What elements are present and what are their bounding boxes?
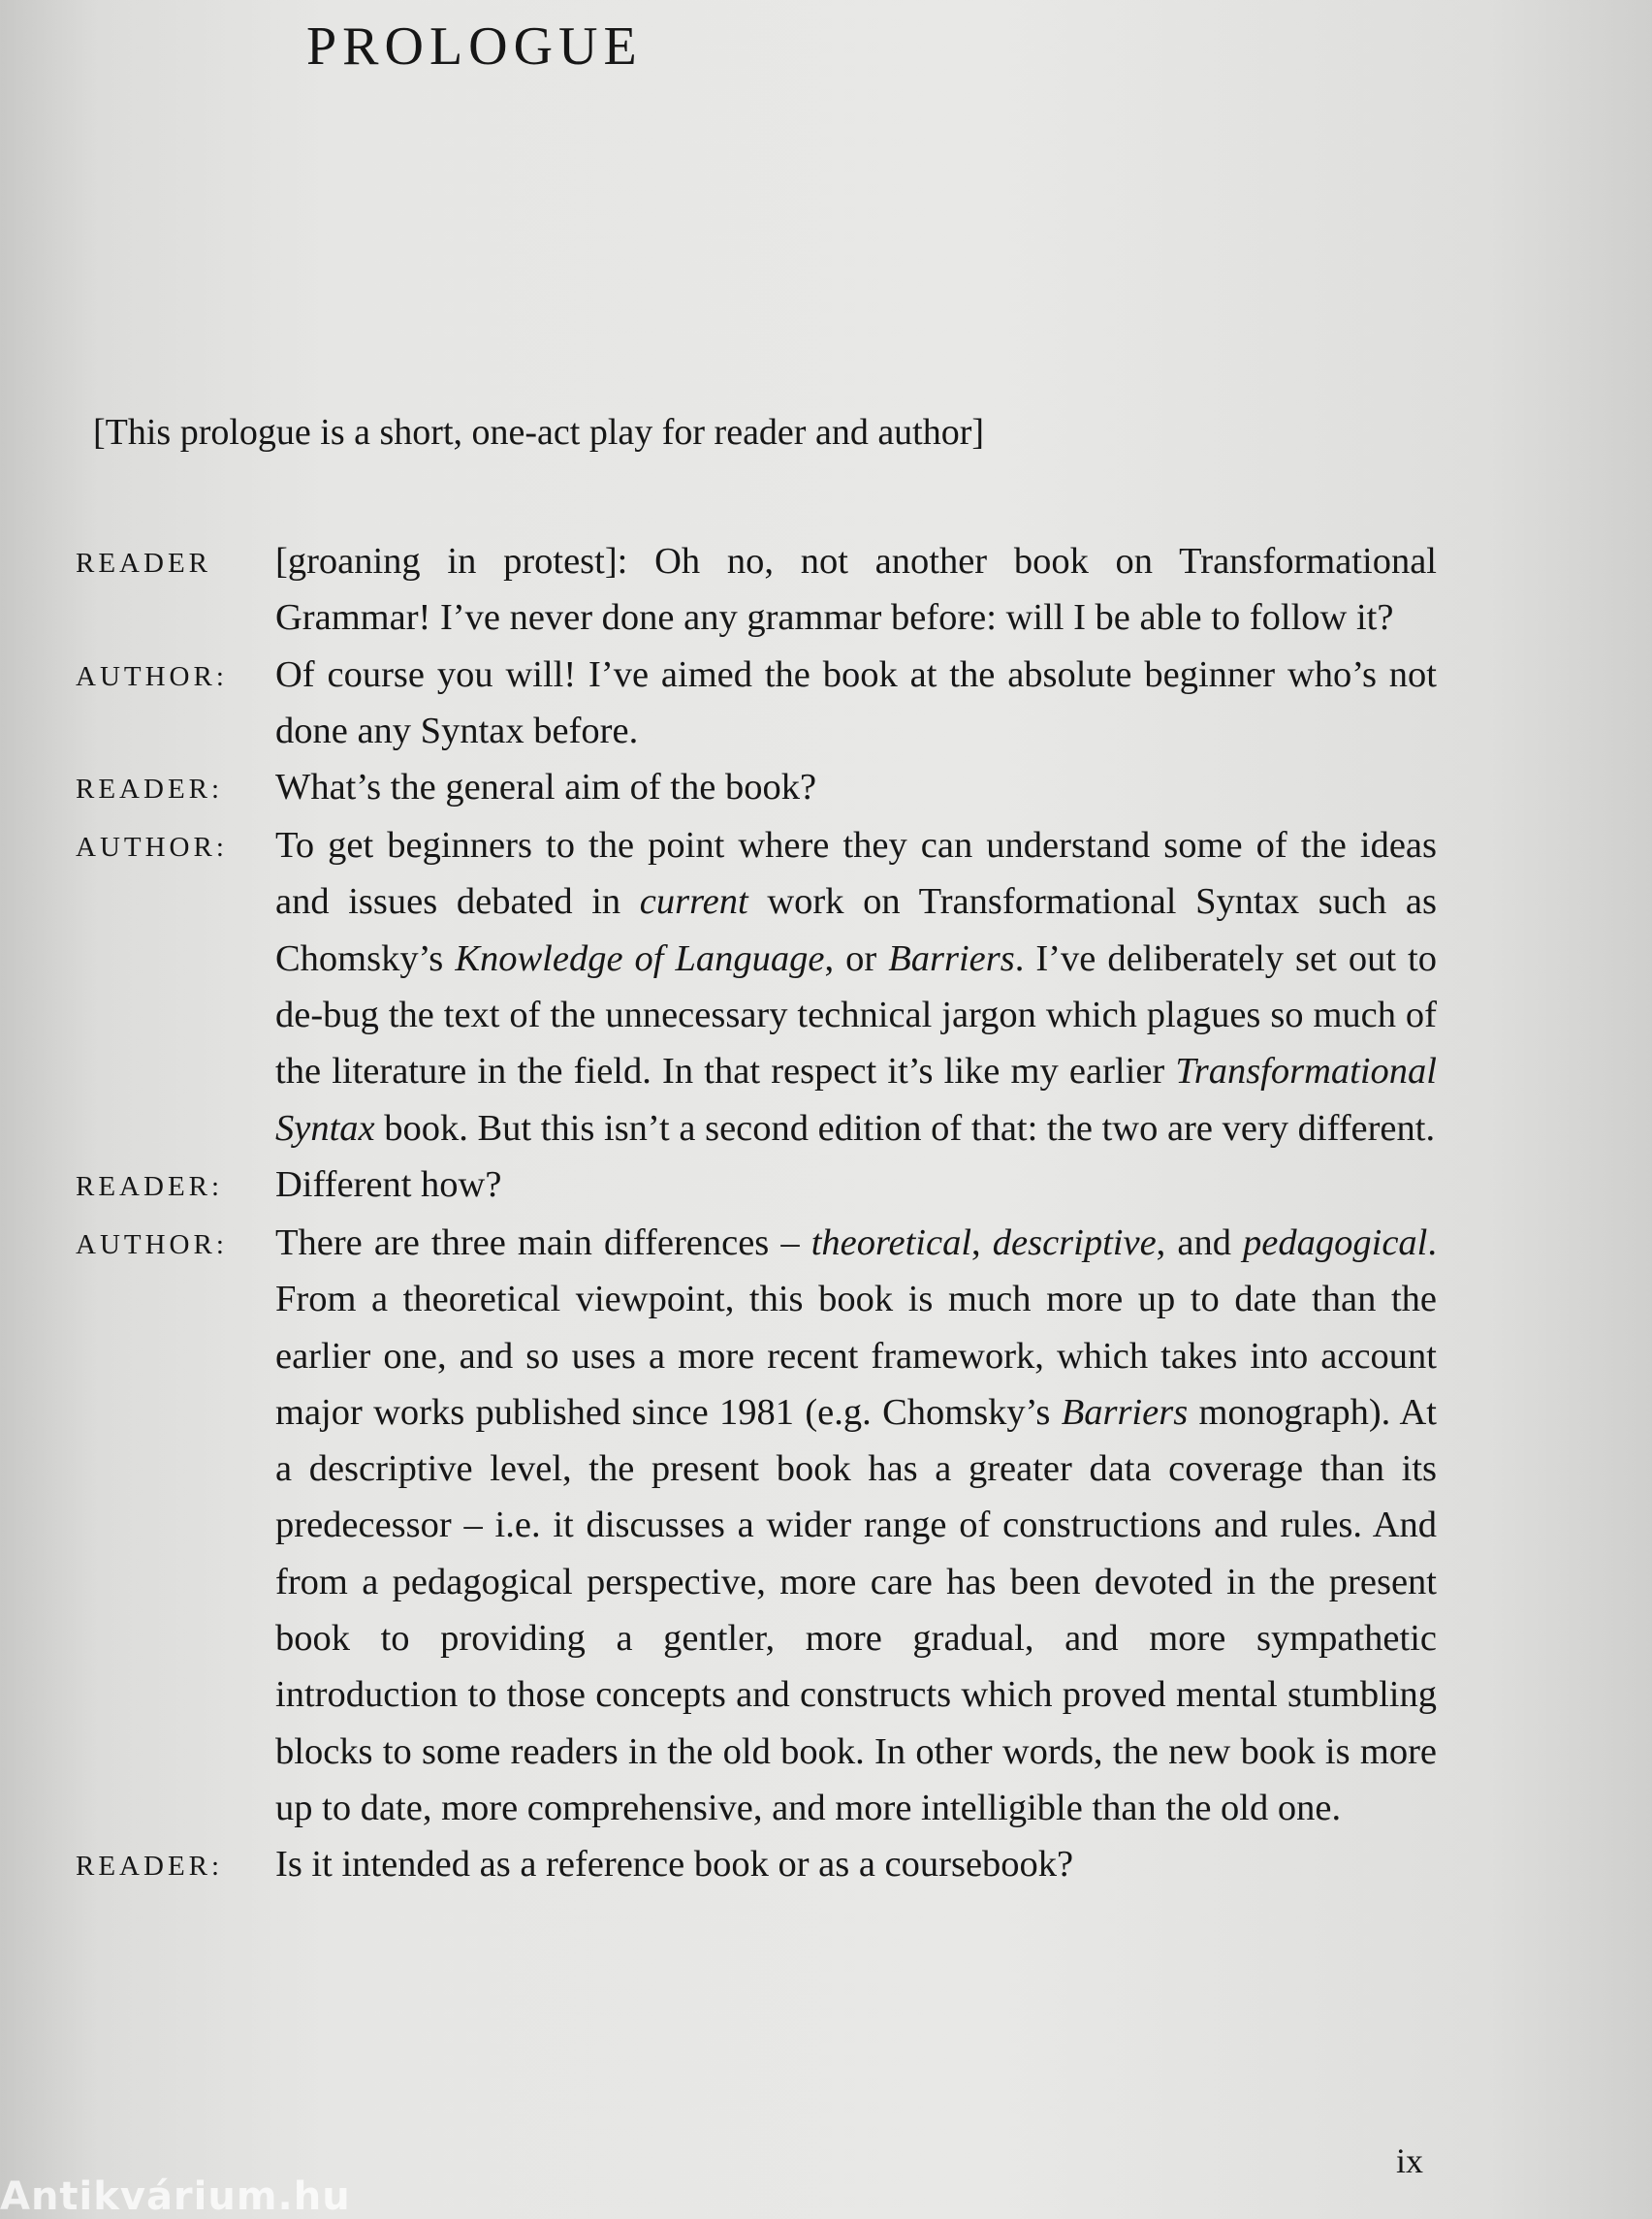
speech-segment: . From a theoretical viewpoint, this book is much more up to date than the earlier one, and so uses a more recent framework, which takes into account major works published since 1981 (e.g. Chomsky’s — [275, 1221, 1437, 1433]
speaker-label: AUTHOR: — [76, 832, 228, 864]
speech-segment: Is it intended as a reference book or as a coursebook? — [275, 1844, 1074, 1886]
italic-title: current — [639, 881, 748, 923]
dialogue-turn — [76, 759, 1437, 817]
speech-text — [275, 533, 1437, 647]
italic-title: theoretical — [810, 1221, 972, 1263]
dialogue-turn — [76, 1157, 1437, 1215]
italic-title: pedagogical — [1243, 1221, 1428, 1263]
speech-text — [275, 759, 1437, 815]
dialogue-turn — [76, 1215, 1437, 1836]
speech-segment: , and — [1156, 1221, 1244, 1263]
speech-segment: . I’ve deliberately set out to de-bug the text of the unnecessary technical jargon which plagues so much of the literature in the field. In that respect it’s like my earlier — [275, 937, 1437, 1093]
speech-segment: Of course you will! I’ve aimed the book at the absolute beginner who’s not done any Syntax before. — [275, 653, 1437, 751]
dialogue — [76, 533, 1437, 1894]
speech-segment: [groaning in protest]: Oh no, not another book on Transformational Grammar! I’ve never done any grammar before: will I be able to follow it? — [275, 541, 1437, 639]
dialogue-turn — [76, 1836, 1437, 1894]
speaker-label: AUTHOR: — [76, 1228, 228, 1260]
italic-title: Barriers — [888, 937, 1015, 979]
dialogue-turn — [76, 817, 1437, 1157]
page-title: PROLOGUE — [306, 16, 643, 77]
italic-title: Knowledge of Language — [455, 937, 825, 979]
speaker-label: READER: — [76, 1170, 224, 1202]
watermark: Antikvárium.hu — [0, 2174, 351, 2219]
speech-segment: book. But this isn’t a second edition of that: the two are very different. — [374, 1107, 1436, 1149]
speaker-label: READER: — [76, 1851, 224, 1883]
speech-segment: Different how? — [275, 1163, 502, 1205]
speech-segment: work on Transformational Syntax such as Chomsky’s — [275, 881, 1437, 979]
stage-direction: [This prologue is a short, one-act play for reader and author] — [93, 412, 985, 453]
speech-text — [275, 1157, 1437, 1213]
page-number: ix — [1396, 2141, 1424, 2180]
speech-segment: , or — [824, 937, 889, 979]
italic-title: Transformational Syntax — [275, 1051, 1437, 1149]
speaker-label: AUTHOR: — [76, 660, 228, 692]
speech-segment: , — [971, 1221, 993, 1263]
speech-text — [275, 647, 1437, 760]
italic-title: descriptive — [992, 1221, 1157, 1263]
speech-text — [275, 817, 1437, 1157]
speech-segment: To get beginners to the point where they can understand some of the ideas and issues debated in — [275, 825, 1437, 923]
dialogue-turn — [76, 533, 1437, 647]
speech-segment: There are three main differences – — [275, 1221, 811, 1263]
italic-title: Barriers — [1061, 1391, 1189, 1433]
speaker-label: READER — [76, 548, 211, 579]
speech-segment: monograph). At a descriptive level, the present book has a greater data coverage than its predecessor – i.e. it discusses a wider range of constructions and rules. And from a pedagogical perspective, more care has been devoted in the present book to providing a gentler, more gradual, and more sympathetic introduction to those concepts and constructs which proved mental stumbling blocks to some readers in the old book. In other words, the new book is more up to date, more comprehensive, and more intelligible than the old one. — [275, 1391, 1437, 1828]
dialogue-turn — [76, 647, 1437, 760]
speech-text — [275, 1836, 1437, 1892]
speech-segment: What’s the general aim of the book? — [275, 767, 817, 808]
speaker-label: READER: — [76, 774, 224, 806]
speech-text — [275, 1215, 1437, 1836]
